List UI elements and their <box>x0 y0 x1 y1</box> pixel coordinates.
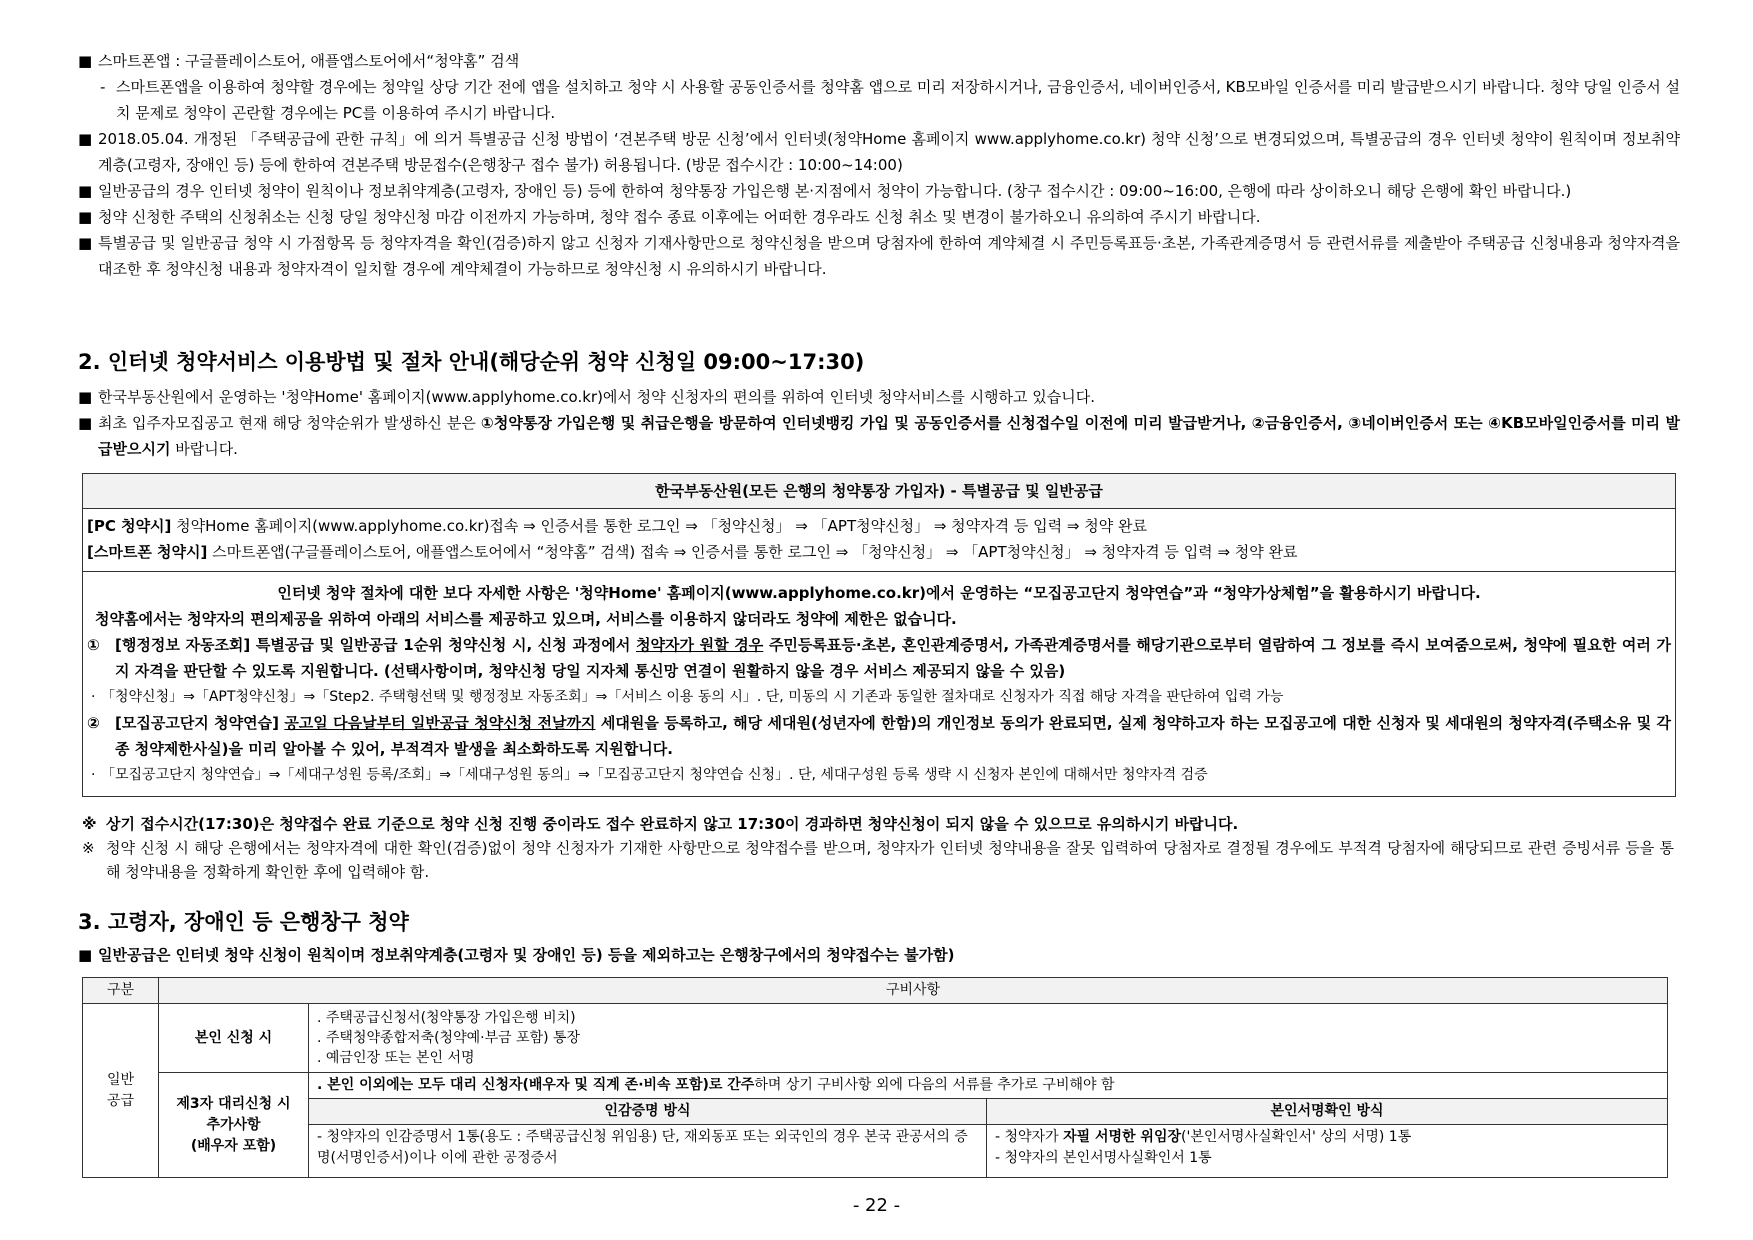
procedure-box-header: 한국부동산원(모든 은행의 청약통장 가입자) - 특별공급 및 일반공급 <box>83 474 1675 509</box>
square-marker: ■ <box>78 946 93 964</box>
requirements-table <box>82 977 1668 1178</box>
bullet-internet-service: ■ 한국부동산원에서 운영하는 '청약Home' 홈페이지(www.applyhome.co.kr)에서 청약 신청자의 편의를 위하여 인터넷 청약서비스를 시행하고 있습니다. <box>78 384 1680 410</box>
dash-marker: - <box>100 78 106 96</box>
square-marker: ■ <box>78 52 93 70</box>
section-3-title: 3. 고령자, 장애인 등 은행창구 청약 <box>78 910 409 934</box>
dot-marker: · <box>91 767 96 783</box>
note-marker: ※ <box>82 815 97 833</box>
circled-2-marker: ② <box>87 714 100 732</box>
procedure-details <box>83 572 1675 796</box>
header-category: 구분 <box>83 978 159 1004</box>
table-row <box>83 1099 1668 1125</box>
bullet-bank-counter: ■ 일반공급은 인터넷 청약 신청이 원칙이며 정보취약계층(고령자 및 장애인 등) 등을 제외하고는 은행창구에서의 청약접수는 불가함) <box>78 942 1680 968</box>
note-verification: ※ 청약 신청 시 해당 은행에서는 청약자격에 대한 확인(검증)없이 청약 신청자가 기재한 사항만으로 청약접수를 받으며, 청약자가 인터넷 청약내용을 잘못 입력하여 당첨자로 결정될 경우에도 부적격 당첨자에 해당되므로 관련 증빙서류 등을 통해 청약내용을 정확하게 확인한 후에 입력해야 함. <box>82 836 1674 884</box>
bullet-cancellation: ■ 청약 신청한 주택의 신청취소는 신청 당일 청약신청 마감 이전까지 가능하며, 청약 접수 종료 이후에는 어떠한 경우라도 신청 취소 및 변경이 불가하오니 유의하여 주시기 바랍니다. <box>78 204 1680 230</box>
sec2-bullets <box>78 384 1680 462</box>
service-item-1: ① [행정정보 자동조회] 특별공급 및 일반공급 1순위 청약신청 시, 신청 과정에서 청약자가 원할 경우 주민등록표등·초본, 혼인관계증명서, 가족관계증명서를 해당기관으로부터 열람하여 그 정보를 즉시 보여줌으로써, 청약에 필요한 여러 가지 자격을 판단할 수 있도록 지원합니다. (선택사항이며, 청약신청 당일 지자체 통신망 연결이 원활하지 않을 경우 서비스 제공되지 않을 수 있음) <box>87 632 1671 684</box>
signature-docs: - 청약자가 자필 서명한 위임장('본인서명사실확인서' 상의 서명) 1통 - 청약자의 본인서명사실확인서 1통 <box>987 1125 1668 1178</box>
bullet-general-supply: ■ 일반공급의 경우 인터넷 청약이 원칙이나 정보취약계층(고령자, 장애인 등) 등에 한하여 청약통장 가입은행 본·지점에서 청약이 가능합니다. (창구 접수시간 : 09:00~16:00, 은행에 따라 상이하오니 해당 은행에 확인 바랍니다.) <box>78 178 1680 204</box>
method-seal-certificate: 인감증명 방식 <box>309 1099 987 1125</box>
bullet-smartphone-detail: - 스마트폰앱을 이용하여 청약할 경우에는 청약일 상당 기간 전에 앱을 설치하고 청약 시 사용할 공동인증서를 청약홈 앱으로 미리 저장하시거나, 금융인증서, 네이버인증서, KB모바일 인증서를 미리 발급받으시기 바랍니다. 청약 당일 인증서 설치 문제로 청약이 곤란할 경우에는 PC를 이용하여 주시기 바랍니다. <box>78 74 1680 126</box>
method-signature-confirmation: 본인서명확인 방식 <box>987 1099 1668 1125</box>
proxy-apply-label: 제3자 대리신청 시 추가사항 (배우자 포함) <box>159 1073 309 1178</box>
detail-intro: 인터넷 청약 절차에 대한 보다 자세한 사항은 '청약Home' 홈페이지(www.applyhome.co.kr)에서 운영하는 “모집공고단지 청약연습”과 “청약가상체험”을 활용하시기 바랍니다. <box>277 584 1481 602</box>
sec1-bullets <box>78 48 1680 282</box>
bullet-certificate: ■ 최초 입주자모집공고 현재 해당 청약순위가 발생하신 분은 ①청약통장 가입은행 및 취급은행을 방문하여 인터넷뱅킹 가입 및 공동인증서를 신청접수일 이전에 미리 발급받거나, ②금융인증서, ③네이버인증서 또는 ④KB모바일인증서를 미리 발급받으시기 바랍니다. <box>78 410 1680 462</box>
table-row <box>83 1125 1668 1178</box>
table-row <box>83 1073 1668 1099</box>
square-marker: ■ <box>78 182 93 200</box>
circled-1-marker: ① <box>87 636 100 654</box>
internet-procedure-box <box>82 473 1676 797</box>
proxy-apply-note: . 본인 이외에는 모두 대리 신청자(배우자 및 직계 존·비속 포함)로 간주하며 상기 구비사항 외에 다음의 서류를 추가로 구비해야 함 <box>309 1073 1668 1099</box>
square-marker: ■ <box>78 234 93 252</box>
sec2-notes <box>82 812 1674 884</box>
detail-service: 청약홈에서는 청약자의 편의제공을 위하여 아래의 서비스를 제공하고 있으며, 서비스를 이용하지 않더라도 청약에 제한은 없습니다. <box>95 610 957 628</box>
procedure-steps <box>83 509 1675 572</box>
square-marker: ■ <box>78 414 93 432</box>
dot-marker: · <box>91 689 96 705</box>
square-marker: ■ <box>78 388 93 406</box>
page-number: - 22 - <box>852 1195 901 1216</box>
pc-procedure: [PC 청약시] 청약Home 홈페이지(www.applyhome.co.kr)접속 ⇒ 인증서를 통한 로그인 ⇒ 「청약신청」 ⇒ 「APT청약신청」 ⇒ 청약자격 등 입력 ⇒ 청약 완료 <box>87 517 1147 535</box>
category-general-supply: 일반 공급 <box>83 1004 159 1178</box>
header-requirements: 구비사항 <box>159 978 1668 1004</box>
self-apply-label: 본인 신청 시 <box>159 1004 309 1073</box>
table-row <box>83 1004 1668 1073</box>
seal-certificate-docs: - 청약자의 인감증명서 1통(용도 : 주택공급신청 위임용) 단, 재외동포 또는 외국인의 경우 본국 관공서의 증명(서명인증서)이나 이에 관한 공정증서 <box>309 1125 987 1178</box>
bullet-eligibility-check: ■ 특별공급 및 일반공급 청약 시 가점항목 등 청약자격을 확인(검증)하지 않고 신청자 기재사항만으로 청약신청을 받으며 당첨자에 한하여 계약체결 시 주민등록표등·초본, 가족관계증명서 등 관련서류를 제출받아 주택공급 신청내용과 청약자격을 대조한 후 청약신청 내용과 청약자격이 일치할 경우에 계약체결이 가능하므로 청약신청 시 유의하시기 바랍니다. <box>78 230 1680 282</box>
note-marker: ※ <box>82 839 95 857</box>
bullet-special-supply-method: ■ 2018.05.04. 개정된 「주택공급에 관한 규칙」에 의거 특별공급 신청 방법이 ‘견본주택 방문 신청’에서 인터넷(청약Home 홈페이지 www.applyhome.co.kr) 청약 신청’으로 변경되었으며, 특별공급의 경우 인터넷 청약이 원칙이며 정보취약계층(고령자, 장애인 등) 등에 한하여 견본주택 방문접수(은행창구 접수 불가) 허용됩니다. (방문 접수시간 : 10:00~14:00) <box>78 126 1680 178</box>
section-2-title: 2. 인터넷 청약서비스 이용방법 및 절차 안내(해당순위 청약 신청일 09:00~17:30) <box>78 350 865 374</box>
table-header-row <box>83 978 1668 1004</box>
square-marker: ■ <box>78 130 93 148</box>
service-item-1-note: · 「청약신청」⇒「APT청약신청」⇒「Step2. 주택형선택 및 행정정보 자동조회」⇒「서비스 이용 동의 시」. 단, 미동의 시 기존과 동일한 절차대로 신청자가 직접 해당 자격을 판단하여 입력 가능 <box>87 684 1671 710</box>
square-marker: ■ <box>78 208 93 226</box>
sec3-bullet <box>78 942 1680 968</box>
service-item-2: ② [모집공고단지 청약연습] 공고일 다음날부터 일반공급 청약신청 전날까지 세대원을 등록하고, 해당 세대원(성년자에 한함)의 개인정보 동의가 완료되면, 실제 청약하고자 하는 모집공고에 대한 신청자 및 세대원의 청약자격(주택소유 및 각종 청약제한사실)을 미리 알아볼 수 있어, 부적격자 발생을 최소화하도록 지원합니다. <box>87 710 1671 762</box>
self-apply-items: . 주택공급신청서(청약통장 가입은행 비치) . 주택청약종합저축(청약예·부금 포함) 통장 . 예금인장 또는 본인 서명 <box>309 1004 1668 1073</box>
note-deadline: ※ 상기 접수시간(17:30)은 청약접수 완료 기준으로 청약 신청 진행 중이라도 접수 완료하지 않고 17:30이 경과하면 청약신청이 되지 않을 수 있으므로 유의하시기 바랍니다. <box>82 812 1674 836</box>
service-item-2-note: · 「모집공고단지 청약연습」⇒「세대구성원 등록/조회」⇒「세대구성원 동의」⇒「모집공고단지 청약연습 신청」. 단, 세대구성원 등록 생략 시 신청자 본인에 대해서만 청약자격 검증 <box>87 762 1671 788</box>
smartphone-procedure: [스마트폰 청약시] 스마트폰앱(구글플레이스토어, 애플앱스토어에서 “청약홈” 검색) 접속 ⇒ 인증서를 통한 로그인 ⇒ 「청약신청」 ⇒ 「APT청약신청」 ⇒ 청약자격 등 입력 ⇒ 청약 완료 <box>87 543 1298 561</box>
bullet-smartphone: ■ 스마트폰앱 : 구글플레이스토어, 애플앱스토어에서“청약홈” 검색 <box>78 48 1680 74</box>
